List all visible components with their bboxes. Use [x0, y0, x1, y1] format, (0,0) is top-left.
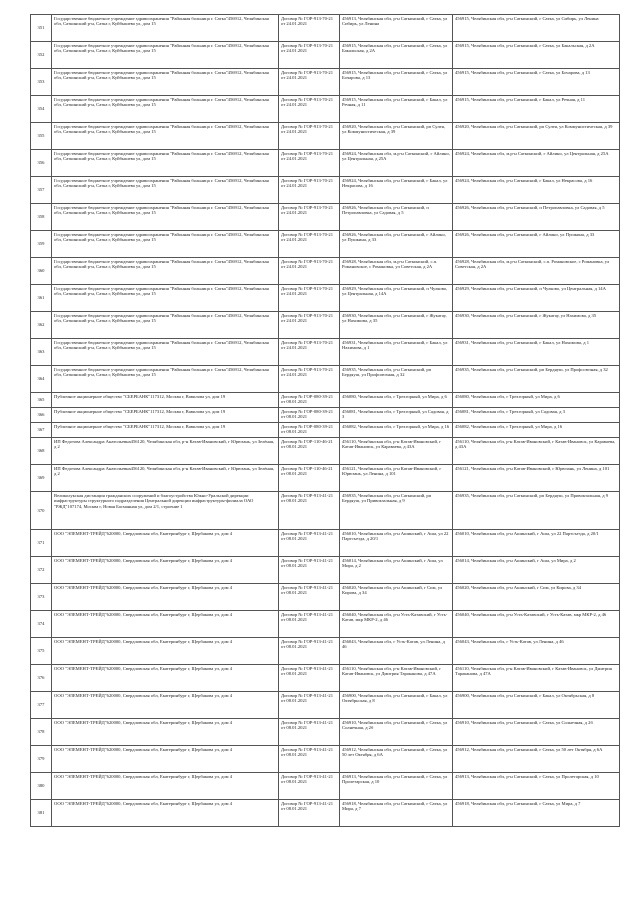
address-cell: 456020, Челябинская обл, р-н Ашинский, г Сим, ул Кирова, д 34: [340, 584, 453, 611]
table-row: [31, 339, 620, 366]
contract-cell: Договор № ГОР-110-46-21 от 08.01.2021: [279, 438, 340, 465]
contract-cell: Договор № ГОР-080-39-21 от 08.01.2021: [279, 393, 340, 408]
service-address-cell: 456121, Челябинская обл, р-н Катав-Ивановский, г Юрюзань, ул Ленина, д 101: [453, 465, 620, 492]
address-cell: 456929, Челябинская обл, р-н Саткинский, п Чулково, ул Центральная, д 14А: [340, 285, 453, 312]
contract-cell: Договор № ГОР-913-70-21 от 24.01.2021: [279, 42, 340, 69]
service-address-cell: 456928, Челябинская обл, м.р-н Саткинский, с.п. Романовское, с Романовка, ул Советская, д 2А: [453, 258, 620, 285]
owner-cell: Государственное бюджетное учреждение здравоохранения "Районная больница г. Сатка"456912, Челябинская обл, Саткинский р-н, Сатка г, Куйбышева ул, дом 15: [52, 285, 279, 312]
contract-cell: Договор № ГОР-913-41-21 от 08.01.2021: [279, 719, 340, 746]
table-row: [31, 800, 620, 827]
service-address-cell: 456924, Челябинская обл, р-н Саткинский, г Бакал, ул Некрасова, д 16: [453, 177, 620, 204]
table-row: [31, 773, 620, 800]
contract-cell: Договор № ГОР-080-39-21 от 08.01.2021: [279, 423, 340, 438]
address-cell: 456080, Челябинская обл, г Трехгорный, ул Мира, д 6: [340, 393, 453, 408]
row-number: 353: [31, 69, 52, 96]
address-cell: 456935, Челябинская обл, р-н Саткинский, рп Бердяуш, ул Привокзальная, д 9: [340, 492, 453, 530]
owner-cell: Государственное бюджетное учреждение здравоохранения "Районная больница г. Сатка"456912, Челябинская обл, Саткинский р-н, Сатка г, Куйбышева ул, дом 15: [52, 366, 279, 393]
address-cell: 456110, Челябинская обл, р-н Катав-Ивановский, г Катав-Ивановск, ул Дмитрия Тараканова, д 47А: [340, 665, 453, 692]
row-number: 355: [31, 123, 52, 150]
table-row: [31, 231, 620, 258]
service-address-cell: 456931, Челябинская обл, р-н Саткинский, г Бакал, ул Нахимова, д 1: [453, 339, 620, 366]
contract-cell: Договор № ГОР-913-41-21 от 08.01.2021: [279, 557, 340, 584]
address-cell: 456043, Челябинская обл, г Усть-Катав, ул Ленина, д 46: [340, 638, 453, 665]
address-cell: 456928, Челябинская обл, м.р-н Саткинский, с.п. Романовское, с Романовка, ул Советская, д 2А: [340, 258, 453, 285]
row-number: 354: [31, 96, 52, 123]
owner-cell: ИП Федотова Александра Анатольевна456120, Челябинская обл, р-н Катав-Ивановский, г Юрюзань, ул Зелёная, д 2: [52, 438, 279, 465]
row-number: 361: [31, 285, 52, 312]
row-number: 366: [31, 408, 52, 423]
row-number: 365: [31, 393, 52, 408]
contract-cell: Договор № ГОР-913-41-21 от 08.01.2021: [279, 584, 340, 611]
table-row: [31, 611, 620, 638]
service-address-cell: 456924, Челябинская обл, м.р-н Саткинский, г Айлино, ул Центральная, д 25А: [453, 150, 620, 177]
address-cell: 456930, Челябинская обл, р-н Саткинский, г Жукатау, ул Нахимова, д 35: [340, 312, 453, 339]
service-address-cell: 456014, Челябинская обл, р-н Ашинский, г Аша, ул Мира, д 2: [453, 557, 620, 584]
table-row: [31, 408, 620, 423]
table-row: [31, 177, 620, 204]
row-number: 356: [31, 150, 52, 177]
address-cell: 456082, Челябинская обл, г Трехгорный, ул Мира, д 16: [340, 423, 453, 438]
owner-cell: Государственное бюджетное учреждение здравоохранения "Районная больница г. Сатка"456912, Челябинская обл, Саткинский р-н, Сатка г, Куйбышева ул, дом 15: [52, 312, 279, 339]
owner-cell: Государственное бюджетное учреждение здравоохранения "Районная больница г. Сатка"456912, Челябинская обл, Саткинский р-н, Сатка г, Куйбышева ул, дом 15: [52, 339, 279, 366]
owner-cell: ИП Федотова Александра Анатольевна456120, Челябинская обл, р-н Катав-Ивановский, г Юрюзань, ул Зелёная, д 2: [52, 465, 279, 492]
address-cell: 456918, Челябинская обл, р-н Саткинский, г Сатка, ул Мира, д 7: [340, 800, 453, 827]
owner-cell: ООО "ЭЛЕМЕНТ-ТРЕЙД"620000, Свердловская обл, Екатеринбург г, Щербакова ул, дом 4: [52, 719, 279, 746]
contract-cell: Договор № ГОР-913-41-21 от 08.01.2021: [279, 530, 340, 557]
owner-cell: ООО "ЭЛЕМЕНТ-ТРЕЙД"620000, Свердловская обл, Екатеринбург г, Щербакова ул, дом 4: [52, 692, 279, 719]
table-row: [31, 258, 620, 285]
row-number: 373: [31, 584, 52, 611]
contract-cell: Договор № ГОР-913-41-21 от 08.01.2021: [279, 746, 340, 773]
table-row: [31, 150, 620, 177]
contract-cell: Договор № ГОР-913-70-21 от 24.01.2021: [279, 339, 340, 366]
address-cell: 456010, Челябинская обл, р-н Ашинский, г Аша, ул 22 Партсъезда, д 20/1: [340, 530, 453, 557]
owner-cell: ООО "ЭЛЕМЕНТ-ТРЕЙД"620000, Свердловская обл, Екатеринбург г, Щербакова ул, дом 4: [52, 665, 279, 692]
contract-cell: Договор № ГОР-110-46-21 от 08.01.2021: [279, 465, 340, 492]
table-row: [31, 584, 620, 611]
owner-cell: Государственное бюджетное учреждение здравоохранения "Районная больница г. Сатка"456912, Челябинская обл, Саткинский р-н, Сатка г, Куйбышева ул, дом 15: [52, 69, 279, 96]
table-row: [31, 719, 620, 746]
owner-cell: ООО "ЭЛЕМЕНТ-ТРЕЙД"620000, Свердловская обл, Екатеринбург г, Щербакова ул, дом 4: [52, 584, 279, 611]
row-number: 358: [31, 204, 52, 231]
owner-cell: Государственное бюджетное учреждение здравоохранения "Районная больница г. Сатка"456912, Челябинская обл, Саткинский р-н, Сатка г, Куйбышева ул, дом 15: [52, 96, 279, 123]
contract-cell: Договор № ГОР-913-70-21 от 24.01.2021: [279, 231, 340, 258]
address-cell: 456915, Челябинская обл, р-н Саткинский, г Бакал, ул Речная, д 11: [340, 96, 453, 123]
service-address-cell: 456935, Челябинская обл, р-н Саткинский, рп Бердяуш, ул Профсоюзная, д 32: [453, 366, 620, 393]
row-number: 362: [31, 312, 52, 339]
contract-cell: Договор № ГОР-913-70-21 от 24.01.2021: [279, 15, 340, 42]
table-row: [31, 492, 620, 530]
table-row: [31, 285, 620, 312]
row-number: 380: [31, 773, 52, 800]
row-number: 360: [31, 258, 52, 285]
document-page: [30, 14, 620, 827]
contract-cell: Договор № ГОР-913-70-21 от 24.01.2021: [279, 177, 340, 204]
row-number: 357: [31, 177, 52, 204]
address-cell: 456900, Челябинская обл, р-н Саткинский, г Бакал, ул Октябрьская, д 8: [340, 692, 453, 719]
address-cell: 456910, Челябинская обл, р-н Саткинский, г Сатка, ул Солнечная, д 2б: [340, 719, 453, 746]
owner-cell: ООО "ЭЛЕМЕНТ-ТРЕЙД"620000, Свердловская обл, Екатеринбург г, Щербакова ул, дом 4: [52, 611, 279, 638]
owner-cell: Государственное бюджетное учреждение здравоохранения "Районная больница г. Сатка"456912, Челябинская обл, Саткинский р-н, Сатка г, Куйбышева ул, дом 15: [52, 42, 279, 69]
owner-cell: ООО "ЭЛЕМЕНТ-ТРЕЙД"620000, Свердловская обл, Екатеринбург г, Щербакова ул, дом 4: [52, 773, 279, 800]
contract-cell: Договор № ГОР-080-39-21 от 08.01.2021: [279, 408, 340, 423]
contract-cell: Договор № ГОР-913-70-21 от 24.01.2021: [279, 123, 340, 150]
address-cell: 456920, Челябинская обл, р-н Саткинский, рп Сулея, ул Коммунистическая, д 39: [340, 123, 453, 150]
registry-table: [30, 14, 620, 827]
row-number: 359: [31, 231, 52, 258]
service-address-cell: 456929, Челябинская обл, р-н Саткинский, п Чулково, ул Центральная, д 14А: [453, 285, 620, 312]
owner-cell: ООО "ЭЛЕМЕНТ-ТРЕЙД"620000, Свердловская обл, Екатеринбург г, Щербакова ул, дом 4: [52, 557, 279, 584]
service-address-cell: 456110, Челябинская обл, р-н Катав-Ивановский, г Катав-Ивановск, ул Караваева, д 43А: [453, 438, 620, 465]
row-number: 352: [31, 42, 52, 69]
owner-cell: ООО "ЭЛЕМЕНТ-ТРЕЙД"620000, Свердловская обл, Екатеринбург г, Щербакова ул, дом 4: [52, 746, 279, 773]
owner-cell: ООО "ЭЛЕМЕНТ-ТРЕЙД"620000, Свердловская обл, Екатеринбург г, Щербакова ул, дом 4: [52, 800, 279, 827]
owner-cell: Государственное бюджетное учреждение здравоохранения "Районная больница г. Сатка"456912, Челябинская обл, Саткинский р-н, Сатка г, Куйбышева ул, дом 15: [52, 150, 279, 177]
owner-cell: Государственное бюджетное учреждение здравоохранения "Районная больница г. Сатка"456912, Челябинская обл, Саткинский р-н, Сатка г, Куйбышева ул, дом 15: [52, 204, 279, 231]
owner-cell: ООО "ЭЛЕМЕНТ-ТРЕЙД"620000, Свердловская обл, Екатеринбург г, Щербакова ул, дом 4: [52, 530, 279, 557]
service-address-cell: 456913, Челябинская обл, р-н Саткинский, г Сатка, ул Пролетарская, д 10: [453, 773, 620, 800]
contract-cell: Договор № ГОР-913-70-21 от 24.01.2021: [279, 150, 340, 177]
table-row: [31, 123, 620, 150]
address-cell: 456014, Челябинская обл, р-н Ашинский, г Аша, ул Мира, д 2: [340, 557, 453, 584]
contract-cell: Договор № ГОР-913-41-21 от 08.01.2021: [279, 773, 340, 800]
table-row: [31, 204, 620, 231]
table-row: [31, 557, 620, 584]
service-address-cell: 456926, Челябинская обл, р-н Саткинский, п Петропавловка, ул Садовая, д 5: [453, 204, 620, 231]
service-address-cell: 456910, Челябинская обл, р-н Саткинский, г Сатка, ул Солнечная, д 2б: [453, 719, 620, 746]
table-row: [31, 438, 620, 465]
owner-cell: Государственное бюджетное учреждение здравоохранения "Районная больница г. Сатка"456912, Челябинская обл, Саткинский р-н, Сатка г, Куйбышева ул, дом 15: [52, 15, 279, 42]
owner-cell: Великолукская дистанция гражданских сооружений и благоустройства Южно-Уральской дирекции инфраструктуры структурного подразделения Центральной дирекции инфраструктуры-филиала ОАО "РЖД"107174, Москва г, Новая Басманная ул, дом 2/1, строение 1: [52, 492, 279, 530]
service-address-cell: 456915, Челябинская обл, р-н Саткинский, г Сатка, ул Сибирь, ул Ленина: [453, 15, 620, 42]
service-address-cell: 456920, Челябинская обл, р-н Саткинский, рп Сулея, ул Коммунистическая, д 39: [453, 123, 620, 150]
row-number: 367: [31, 423, 52, 438]
owner-cell: Государственное бюджетное учреждение здравоохранения "Районная больница г. Сатка"456912, Челябинская обл, Саткинский р-н, Сатка г, Куйбышева ул, дом 15: [52, 123, 279, 150]
row-number: 369: [31, 465, 52, 492]
contract-cell: Договор № ГОР-913-70-21 от 24.01.2021: [279, 285, 340, 312]
row-number: 381: [31, 800, 52, 827]
service-address-cell: 456915, Челябинская обл, р-н Саткинский, г Бакал, ул Речная, д 11: [453, 96, 620, 123]
table-row: [31, 69, 620, 96]
service-address-cell: 456110, Челябинская обл, р-н Катав-Ивановский, г Катав-Ивановск, ул Дмитрия Тараканова, д 47А: [453, 665, 620, 692]
contract-cell: Договор № ГОР-913-41-21 от 08.01.2021: [279, 665, 340, 692]
service-address-cell: 456912, Челябинская обл, р-н Саткинский, г Сатка, ул 50 лет Октября, д 6А: [453, 746, 620, 773]
address-cell: 456926, Челябинская обл, р-н Саткинский, п Петропавловка, ул Садовая, д 5: [340, 204, 453, 231]
address-cell: 456931, Челябинская обл, р-н Саткинский, г Бакал, ул Нахимова, д 1: [340, 339, 453, 366]
address-cell: 456924, Челябинская обл, м.р-н Саткинский, г Айлино, ул Центральная, д 25А: [340, 150, 453, 177]
table-row: [31, 692, 620, 719]
row-number: 351: [31, 15, 52, 42]
table-row: [31, 366, 620, 393]
table-row: [31, 638, 620, 665]
contract-cell: Договор № ГОР-913-41-21 от 08.01.2021: [279, 800, 340, 827]
contract-cell: Договор № ГОР-913-41-21 от 08.01.2021: [279, 692, 340, 719]
row-number: 371: [31, 530, 52, 557]
table-row: [31, 393, 620, 408]
table-row: [31, 746, 620, 773]
address-cell: 456915, Челябинская обл, р-н Саткинский, г Сатка, ул Бакальская, д 2А: [340, 42, 453, 69]
address-cell: 456924, Челябинская обл, р-н Саткинский, г Бакал, ул Некрасова, д 16: [340, 177, 453, 204]
row-number: 375: [31, 638, 52, 665]
row-number: 378: [31, 719, 52, 746]
service-address-cell: 456915, Челябинская обл, р-н Саткинский, г Сатка, ул Бочарова, д 13: [453, 69, 620, 96]
table-row: [31, 15, 620, 42]
contract-cell: Договор № ГОР-913-70-21 от 24.01.2021: [279, 366, 340, 393]
address-cell: 456915, Челябинская обл, р-н Саткинский, г Сатка, ул Бочарова, д 13: [340, 69, 453, 96]
owner-cell: Публичное акционерное общество "СБЕРБАНК"117312, Москва г, Вавилова ул, дом 19: [52, 393, 279, 408]
service-address-cell: 456915, Челябинская обл, р-н Саткинский, г Сатка, ул Бакальская, д 2А: [453, 42, 620, 69]
row-number: 368: [31, 438, 52, 465]
address-cell: 456926, Челябинская обл, р-н Саткинский, г Айлино, ул Пушкина, д 33: [340, 231, 453, 258]
service-address-cell: 456080, Челябинская обл, г Трехгорный, ул Мира, д 6: [453, 393, 620, 408]
service-address-cell: 456010, Челябинская обл, р-н Ашинский, г Аша, ул 22 Партсъезда, д 20/1: [453, 530, 620, 557]
address-cell: 456913, Челябинская обл, р-н Саткинский, г Сатка, ул Сибирь, ул Ленина: [340, 15, 453, 42]
table-row: [31, 665, 620, 692]
table-row: [31, 465, 620, 492]
service-address-cell: 456043, Челябинская обл, г Усть-Катав, ул Ленина, д 46: [453, 638, 620, 665]
address-cell: 456121, Челябинская обл, р-н Катав-Ивановский, г Юрюзань, ул Ленина, д 101: [340, 465, 453, 492]
table-row: [31, 42, 620, 69]
row-number: 370: [31, 492, 52, 530]
owner-cell: Государственное бюджетное учреждение здравоохранения "Районная больница г. Сатка"456912, Челябинская обл, Саткинский р-н, Сатка г, Куйбышева ул, дом 15: [52, 231, 279, 258]
address-cell: 456110, Челябинская обл, р-н Катав-Ивановский, г Катав-Ивановск, ул Караваева, д 43А: [340, 438, 453, 465]
row-number: 374: [31, 611, 52, 638]
row-number: 379: [31, 746, 52, 773]
row-number: 376: [31, 665, 52, 692]
row-number: 372: [31, 557, 52, 584]
contract-cell: Договор № ГОР-913-70-21 от 24.01.2021: [279, 258, 340, 285]
address-cell: 456081, Челябинская обл, г Трехгорный, ул Садовая, д 3: [340, 408, 453, 423]
table-row: [31, 312, 620, 339]
owner-cell: Государственное бюджетное учреждение здравоохранения "Районная больница г. Сатка"456912, Челябинская обл, Саткинский р-н, Сатка г, Куйбышева ул, дом 15: [52, 177, 279, 204]
service-address-cell: 456900, Челябинская обл, р-н Саткинский, г Бакал, ул Октябрьская, д 8: [453, 692, 620, 719]
service-address-cell: 456040, Челябинская обл, р-н Усть-Катавский, г Усть-Катав, мкр МКР-2, д 46: [453, 611, 620, 638]
owner-cell: Публичное акционерное общество "СБЕРБАНК"117312, Москва г, Вавилова ул, дом 19: [52, 423, 279, 438]
row-number: 364: [31, 366, 52, 393]
service-address-cell: 456082, Челябинская обл, г Трехгорный, ул Мира, д 16: [453, 423, 620, 438]
address-cell: 456935, Челябинская обл, р-н Саткинский, рп Бердяуш, ул Профсоюзная, д 32: [340, 366, 453, 393]
address-cell: 456912, Челябинская обл, р-н Саткинский, г Сатка, ул 50 лет Октября, д 6А: [340, 746, 453, 773]
row-number: 377: [31, 692, 52, 719]
contract-cell: Договор № ГОР-913-70-21 от 24.01.2021: [279, 69, 340, 96]
service-address-cell: 456020, Челябинская обл, р-н Ашинский, г Сим, ул Кирова, д 34: [453, 584, 620, 611]
table-row: [31, 423, 620, 438]
service-address-cell: 456930, Челябинская обл, р-н Саткинский, г Жукатау, ул Нахимова, д 35: [453, 312, 620, 339]
address-cell: 456913, Челябинская обл, р-н Саткинский, г Сатка, ул Пролетарская, д 10: [340, 773, 453, 800]
service-address-cell: 456935, Челябинская обл, р-н Саткинский, рп Бердяуш, ул Привокзальная, д 9: [453, 492, 620, 530]
contract-cell: Договор № ГОР-913-41-21 от 08.01.2021: [279, 611, 340, 638]
contract-cell: Договор № ГОР-913-41-21 от 08.01.2021: [279, 492, 340, 530]
contract-cell: Договор № ГОР-913-70-21 от 24.01.2021: [279, 96, 340, 123]
service-address-cell: 456081, Челябинская обл, г Трехгорный, ул Садовая, д 3: [453, 408, 620, 423]
registry-table-body: [31, 15, 620, 827]
contract-cell: Договор № ГОР-913-41-21 от 08.01.2021: [279, 638, 340, 665]
owner-cell: Публичное акционерное общество "СБЕРБАНК"117312, Москва г, Вавилова ул, дом 19: [52, 408, 279, 423]
table-row: [31, 530, 620, 557]
owner-cell: ООО "ЭЛЕМЕНТ-ТРЕЙД"620000, Свердловская обл, Екатеринбург г, Щербакова ул, дом 4: [52, 638, 279, 665]
table-row: [31, 96, 620, 123]
contract-cell: Договор № ГОР-913-70-21 от 24.01.2021: [279, 312, 340, 339]
row-number: 363: [31, 339, 52, 366]
address-cell: 456040, Челябинская обл, р-н Усть-Катавский, г Усть-Катав, мкр МКР-2, д 46: [340, 611, 453, 638]
contract-cell: Договор № ГОР-913-70-21 от 24.01.2021: [279, 204, 340, 231]
owner-cell: Государственное бюджетное учреждение здравоохранения "Районная больница г. Сатка"456912, Челябинская обл, Саткинский р-н, Сатка г, Куйбышева ул, дом 15: [52, 258, 279, 285]
service-address-cell: 456918, Челябинская обл, р-н Саткинский, г Сатка, ул Мира, д 7: [453, 800, 620, 827]
service-address-cell: 456926, Челябинская обл, р-н Саткинский, г Айлино, ул Пушкина, д 33: [453, 231, 620, 258]
